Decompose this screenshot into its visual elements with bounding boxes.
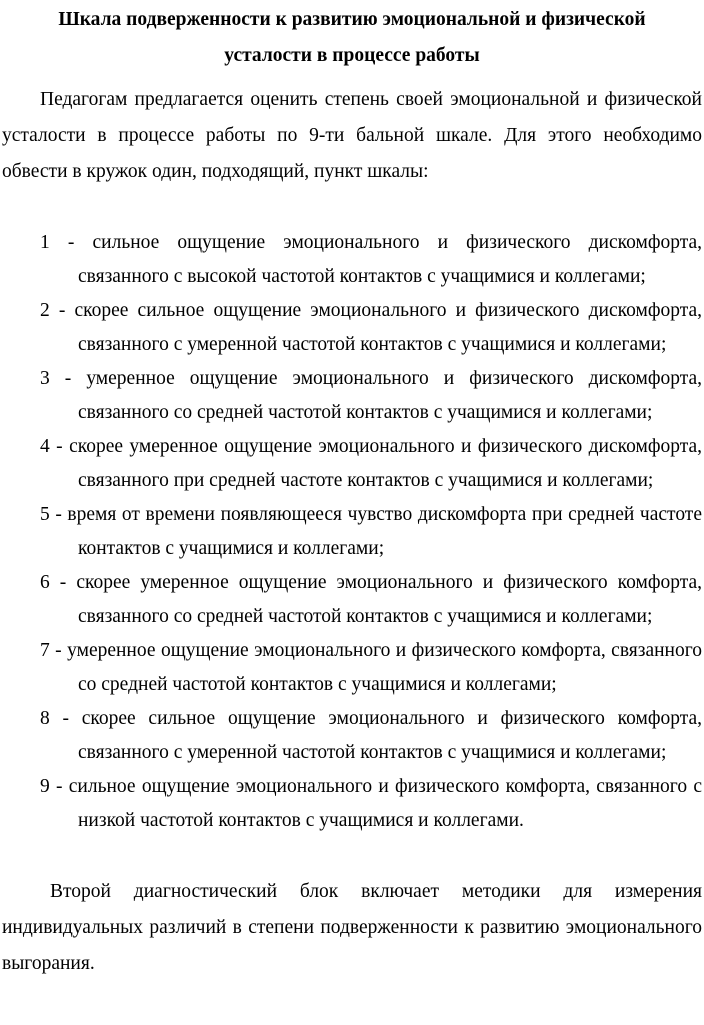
scale-item-9: 9 - сильное ощущение эмоционального и физического комфорта, связанного с низкой частотой контактов с учащимися и коллегами. <box>40 776 702 831</box>
scale-item-4: 4 - скорее умеренное ощущение эмоционального и физического дискомфорта, связанного при средней частоте контактов с учащимися и коллегами; <box>40 436 702 491</box>
title-line-2: усталости в процессе работы <box>224 45 480 66</box>
scale-item-5: 5 - время от времени появляющееся чувство дискомфорта при средней частоте контактов с учащимися и коллегами; <box>40 504 702 559</box>
scale-list <box>2 226 702 838</box>
scale-item-8: 8 - скорее сильное ощущение эмоционального и физического комфорта, связанного с умеренной частотой контактов с учащимися и коллегами; <box>40 708 702 763</box>
scale-item-2: 2 - скорее сильное ощущение эмоционального и физического дискомфорта, связанного с умеренной частотой контактов с учащимися и коллегами; <box>40 300 702 355</box>
intro-paragraph: Педагогам предлагается оценить степень своей эмоциональной и физической усталости в процессе работы по 9-ти бальной шкале. Для этого необходимо обвести в кружок один, подходящий, пункт шкалы: <box>2 89 702 182</box>
scale-item-7: 7 - умеренное ощущение эмоционального и физического комфорта, связанного со средней частотой контактов с учащимися и коллегами; <box>40 640 702 695</box>
document-title <box>2 0 702 74</box>
scale-item-3: 3 - умеренное ощущение эмоционального и физического дискомфорта, связанного со средней частотой контактов с учащимися и коллегами; <box>40 368 702 423</box>
closing-paragraph: Второй диагностический блок включает методики для измерения индивидуальных различий в степени подверженности к развитию эмоционального выгорания. <box>2 881 702 974</box>
scale-item-1: 1 - сильное ощущение эмоционального и физического дискомфорта, связанного с высокой частотой контактов с учащимися и коллегами; <box>40 232 702 287</box>
title-line-1: Шкала подверженности к развитию эмоциональной и физической <box>58 9 646 30</box>
scale-item-6: 6 - скорее умеренное ощущение эмоционального и физического комфорта, связанного со средней частотой контактов с учащимися и коллегами; <box>40 572 702 627</box>
